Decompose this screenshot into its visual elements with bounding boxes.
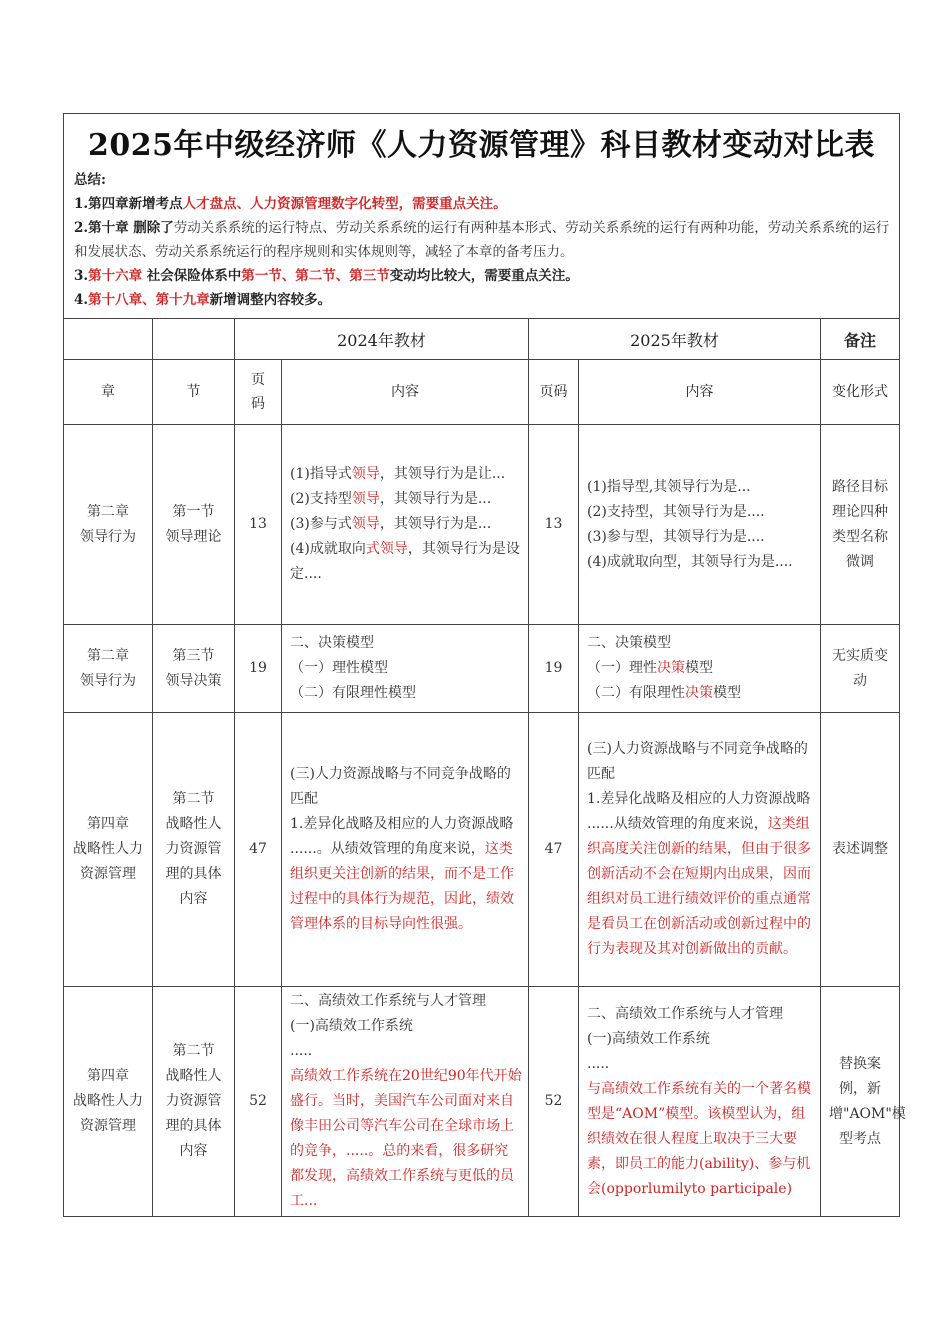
content-text: （一）理性 — [587, 660, 657, 676]
header-section: 节 — [153, 360, 235, 425]
content-text: ......。从绩效管理的角度来说， — [290, 841, 485, 857]
column-header-row — [64, 360, 900, 425]
summary-item-2: 2.第十章 删除了劳动关系系统的运行特点、劳动关系系统的运行有两种基本形式、劳动关系系统的运行有两种功能，劳动关系系统的运行和发展状态、劳动关系系统运行的程序规则和实体规则等，减轻了本章的备考压力。 — [74, 220, 890, 260]
content-text: ，其领导行为是让... — [379, 466, 506, 482]
remark-cell: 表述调整 — [821, 713, 900, 987]
remark-cell: 替换案例，新增"AOM"模型考点 — [821, 987, 900, 1217]
header-content-2025: 内容 — [579, 360, 821, 425]
content-text: 二、决策模型 — [290, 635, 374, 651]
content-text: (3)参与型，其领导行为是.... — [587, 528, 765, 545]
summary-block — [64, 168, 900, 319]
content-text: （二）有限理性模型 — [290, 685, 416, 701]
content-text: （一）理性模型 — [290, 660, 388, 676]
header-remark: 备注 — [821, 319, 900, 360]
section-cell: 第二节 战略性人力资源管理的具体内容 — [153, 987, 235, 1217]
highlighted-text: 式领导 — [365, 541, 408, 557]
content-text: (2)支持型，其领导行为是.... — [587, 503, 765, 520]
highlighted-text: 决策 — [657, 660, 685, 676]
chapter-cell: 第四章 战略性人力资源管理 — [64, 987, 153, 1217]
content-text: （二）有限理性 — [587, 685, 685, 701]
content-text: (一)高绩效工作系统 — [290, 1018, 413, 1034]
content-2024-cell — [282, 987, 529, 1217]
content-text: (1)指导型,其领导行为是... — [587, 478, 751, 495]
content-text: 二、决策模型 — [587, 635, 671, 651]
header-page-2025: 页码 — [529, 360, 579, 425]
page-2025-cell: 13 — [529, 425, 579, 625]
page-title: 2025年中级经济师《人力资源管理》科目教材变动对比表 — [64, 114, 900, 169]
highlighted-text: 这类组织更关注创新的结果，而不是工作过程中的具体行为规范，因此，绩效管理体系的目标导向性很强。 — [290, 841, 514, 932]
section-cell: 第二节 战略性人力资源管理的具体内容 — [153, 713, 235, 987]
content-2024-cell — [282, 713, 529, 987]
chapter-cell: 第四章 战略性人力资源管理 — [64, 713, 153, 987]
comparison-sheet — [63, 113, 906, 1217]
content-text: (3)参与式 — [290, 516, 352, 532]
content-text: 1.差异化战略及相应的人力资源战略 — [290, 816, 514, 832]
summary-heading: 总结: — [74, 172, 106, 188]
header-2025: 2025年教材 — [529, 319, 821, 360]
content-text: 模型 — [685, 660, 713, 676]
summary-item-3: 3.第十六章 社会保险体系中第一节、第二节、第三节变动均比较大，需要重点关注。 — [74, 268, 579, 284]
page-2025-cell: 52 — [529, 987, 579, 1217]
table-row — [64, 987, 900, 1217]
table-row — [64, 625, 900, 713]
content-text: (三)人力资源战略与不同竞争战略的匹配 — [587, 741, 808, 782]
content-text: ，其领导行为是... — [379, 516, 492, 532]
group-header-row — [64, 319, 900, 360]
content-text: (一)高绩效工作系统 — [587, 1030, 710, 1047]
content-text: ......从绩效管理的角度来说， — [587, 816, 768, 832]
remark-cell: 路径目标理论四种类型名称微调 — [821, 425, 900, 625]
page-2025-cell: 19 — [529, 625, 579, 713]
header-chapter: 章 — [64, 360, 153, 425]
content-text: 二、高绩效工作系统与人才管理 — [290, 993, 486, 1009]
summary-item-4: 4.第十八章、第十九章新增调整内容较多。 — [74, 292, 332, 308]
page-2024-cell: 47 — [235, 713, 282, 987]
chapter-cell: 第二章 领导行为 — [64, 625, 153, 713]
section-cell: 第一节 领导理论 — [153, 425, 235, 625]
content-text: ，其领导行为是... — [379, 491, 492, 507]
content-text: ..... — [587, 1055, 610, 1072]
content-2025-cell — [579, 987, 821, 1217]
content-text: (4)成就取向 — [290, 541, 366, 557]
content-text: (1)指导式 — [290, 466, 352, 482]
content-text: ..... — [290, 1043, 313, 1059]
content-text: (2)支持型 — [290, 491, 352, 507]
highlighted-text: 领导 — [351, 466, 380, 482]
highlighted-text: 领导 — [351, 516, 380, 532]
highlighted-text: 决策 — [685, 685, 713, 701]
highlighted-text: 领导 — [351, 491, 380, 507]
table-row — [64, 425, 900, 625]
page-2024-cell: 52 — [235, 987, 282, 1217]
table-row — [64, 713, 900, 987]
content-text: (三)人力资源战略与不同竞争战略的匹配 — [290, 766, 511, 807]
remark-cell: 无实质变动 — [821, 625, 900, 713]
content-text: 模型 — [713, 685, 741, 701]
section-cell: 第三节 领导决策 — [153, 625, 235, 713]
content-2024-cell — [282, 625, 529, 713]
highlighted-text: 高绩效工作系统在20世纪90年代开始盛行。当时，美国汽车公司面对来自像丰田公司等汽车公司在全球市场上的竞争，.....。总的来看，很多研究都发现，高绩效工作系统与更低的员工... — [290, 1068, 522, 1209]
content-2025-cell — [579, 625, 821, 713]
content-text: (4)成就取向型，其领导行为是.... — [587, 553, 793, 570]
highlighted-text: 与高绩效工作系统有关的一个著名模型是“AOM”模型。该模型认为，组织绩效在很人程度上取决于三大要素，即员工的能力(ability)、参与机会(opporlumilyto participale) — [587, 1080, 811, 1197]
page-2024-cell: 19 — [235, 625, 282, 713]
content-text: ，其领导行为是设定.... — [290, 541, 520, 582]
chapter-cell: 第二章 领导行为 — [64, 425, 153, 625]
header-change-type: 变化形式 — [821, 360, 900, 425]
content-text: 1.差异化战略及相应的人力资源战略 — [587, 791, 811, 807]
header-2024: 2024年教材 — [235, 319, 529, 360]
summary-item-1: 1.第四章新增考点人才盘点、人力资源管理数字化转型，需要重点关注。 — [74, 196, 507, 212]
header-content-2024: 内容 — [282, 360, 529, 425]
content-2025-cell — [579, 713, 821, 987]
page-2024-cell: 13 — [235, 425, 282, 625]
content-2025-cell — [579, 425, 821, 625]
content-2024-cell — [282, 425, 529, 625]
comparison-table — [63, 113, 906, 1217]
header-page-2024: 页码 — [235, 360, 282, 425]
highlighted-text: 这类组织高度关注创新的结果，但由于很多创新活动不会在短期内出成果，因而组织对员工进行绩效评价的重点通常是看员工在创新活动或创新过程中的行为表现及其对创新做出的贡献。 — [587, 816, 811, 957]
content-text: 二、高绩效工作系统与人才管理 — [587, 1005, 783, 1022]
page-2025-cell: 47 — [529, 713, 579, 987]
